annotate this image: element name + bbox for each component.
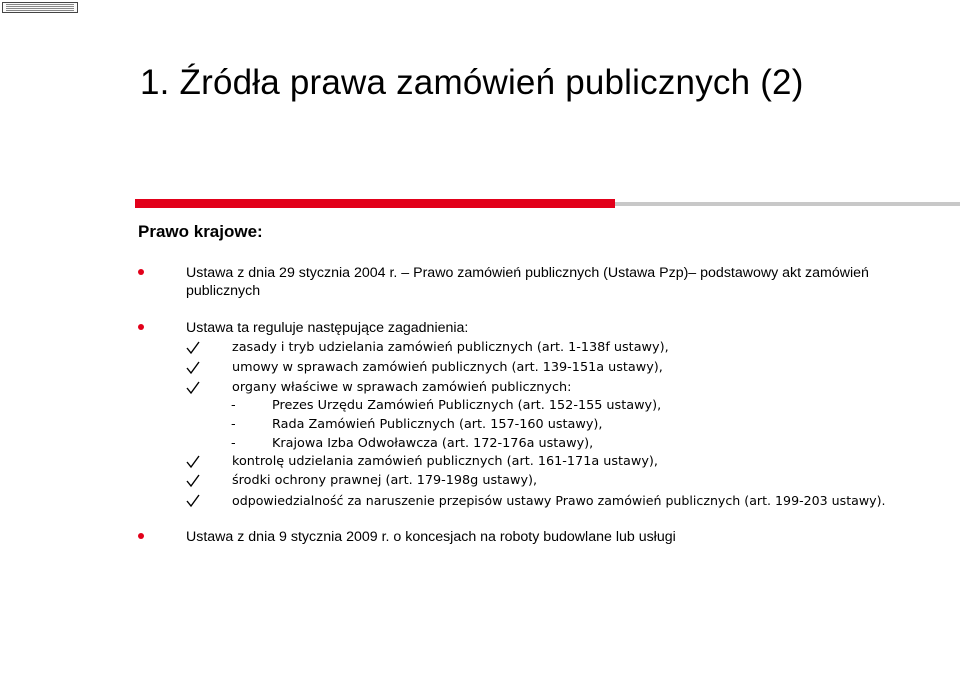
list-item-text: Ustawa ta reguluje następujące zagadnienia: (186, 320, 469, 336)
dash-marker: - (231, 398, 236, 413)
checkmark-icon (186, 341, 200, 355)
list-item-text: Ustawa z dnia 9 stycznia 2009 r. o koncesjach na roboty budowlane lub usługi (186, 529, 676, 545)
section-heading: Prawo krajowe: (138, 222, 263, 241)
checkmark-icon (186, 474, 200, 488)
dash-item-text: Krajowa Izba Odwoławcza (art. 172-176a ustawy), (272, 436, 594, 451)
sub-item-text: kontrolę udzielania zamówień publicznych (art. 161-171a ustawy), (232, 454, 658, 469)
title-divider-accent (135, 199, 615, 208)
slide-title: 1. Źródła prawa zamówień publicznych (2) (140, 63, 804, 102)
sub-item-text: odpowiedzialność za naruszenie przepisów ustawy Prawo zamówień publicznych (art. 199-203 ustawy). (232, 493, 886, 508)
sub-item-text: organy właściwe w sprawach zamówień publicznych: (232, 380, 572, 395)
checkmark-icon (186, 381, 200, 395)
dash-item-text: Rada Zamówień Publicznych (art. 157-160 ustawy), (272, 417, 603, 432)
sub-item-text: umowy w sprawach zamówień publicznych (art. 139-151a ustawy), (232, 360, 663, 375)
bullet-icon (138, 324, 144, 330)
sub-item-text: środki ochrony prawnej (art. 179-198g ustawy), (232, 473, 538, 488)
sub-item-text: zasady i tryb udzielania zamówień publicznych (art. 1-138f ustawy), (232, 340, 669, 355)
dash-item-text: Prezes Urzędu Zamówień Publicznych (art. 152-155 ustawy), (272, 398, 662, 413)
document-stamp (2, 2, 78, 13)
list-item-text: Ustawa z dnia 29 stycznia 2004 r. – Prawo zamówień publicznych (Ustawa Pzp)– podstawowy akt zamówień (186, 265, 869, 281)
bullet-icon (138, 269, 144, 275)
list-item-text-cont: publicznych (186, 283, 261, 299)
dash-marker: - (231, 436, 236, 451)
checkmark-icon (186, 494, 200, 508)
dash-marker: - (231, 417, 236, 432)
checkmark-icon (186, 361, 200, 375)
checkmark-icon (186, 455, 200, 469)
bullet-icon (138, 533, 144, 539)
